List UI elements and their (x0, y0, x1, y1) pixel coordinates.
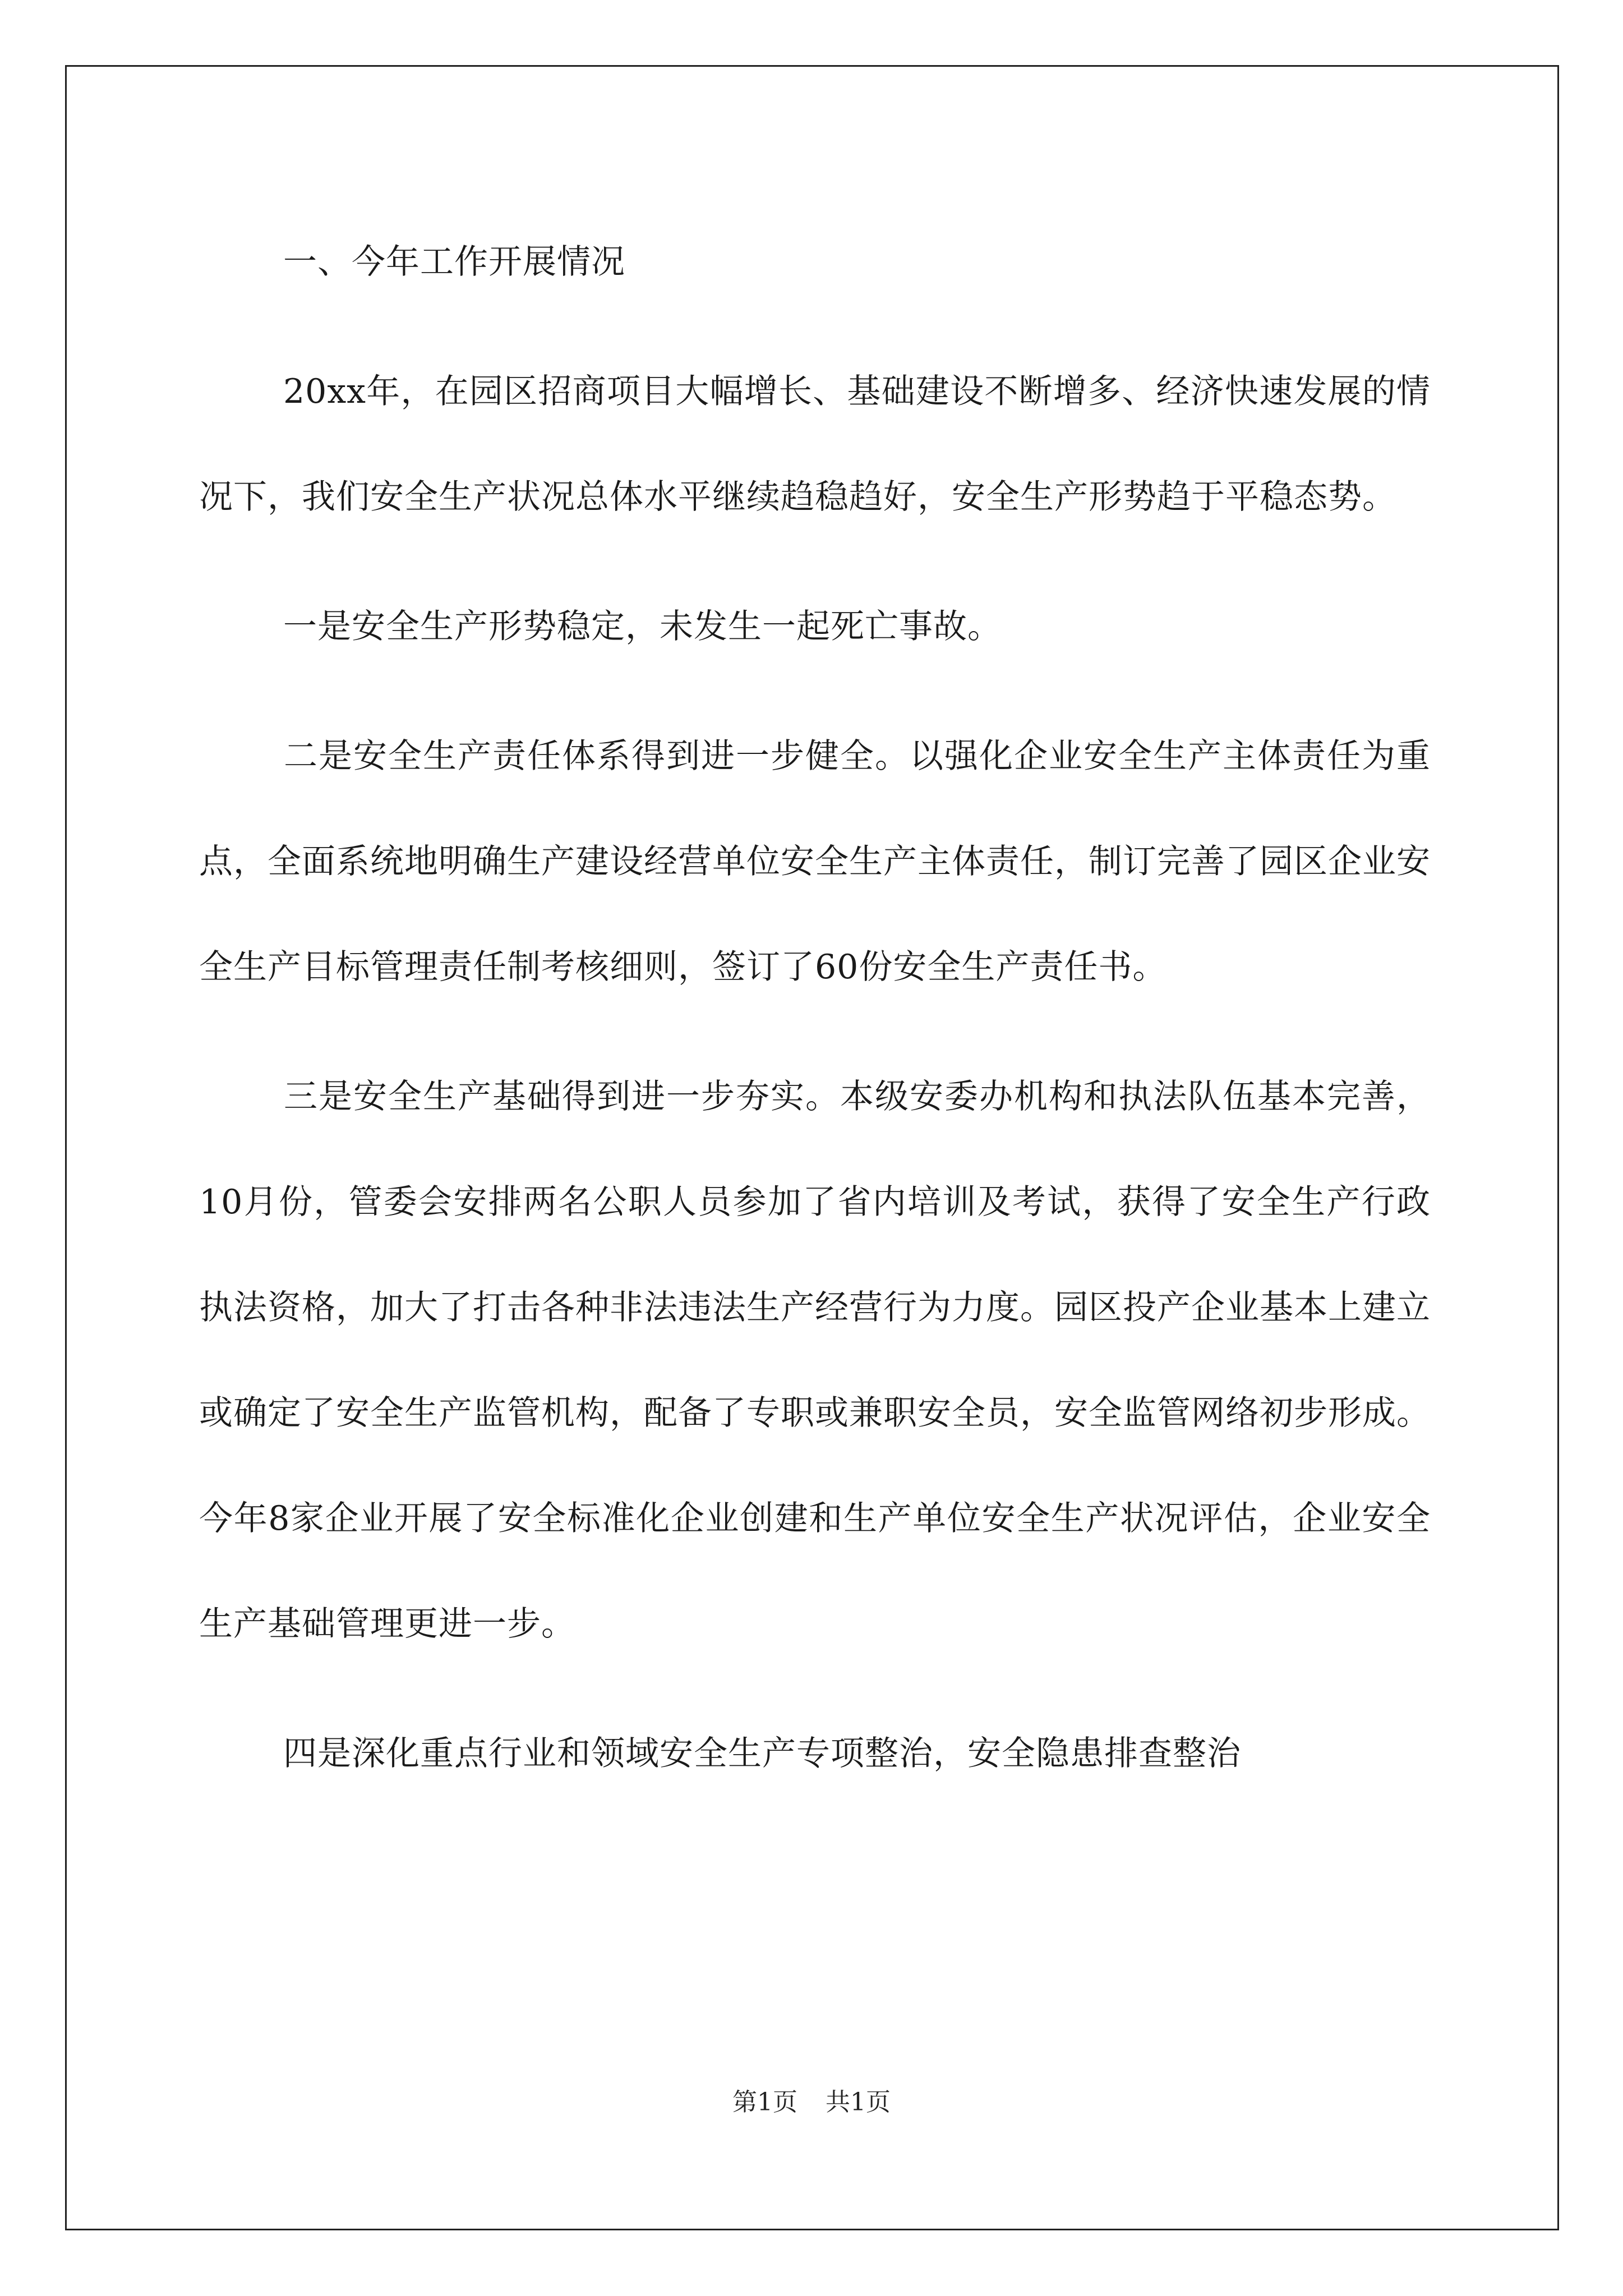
paragraph-text: 三是安全生产基础得到进一步夯实。本级安委办机构和执法队伍基本完善，10月份，管委会安排两名公职人员参加了省内培训及考试，获得了安全生产行政执法资格，加大了打击各种非法违法生产经营行为力度。园区投产企业基本上建立或确定了安全生产监管机构，配备了专职或兼职安全员，安全监管网络初步形成。今年8家企业开展了安全标准化企业创建和生产单位安全生产状况评估，企业安全生产基础管理更进一步。 (199, 1077, 1431, 1644)
section-heading (199, 209, 1431, 315)
document-body (199, 209, 1431, 1806)
paragraph-point-two (199, 703, 1431, 1020)
paragraph-point-one (199, 574, 1431, 679)
paragraph-text: 四是深化重点行业和领域安全生产专项整治，安全隐患排查整治 (283, 1734, 1241, 1773)
paragraph-point-four (199, 1701, 1431, 1806)
paragraph-point-three (199, 1044, 1431, 1677)
heading-text: 一、今年工作开展情况 (283, 242, 625, 282)
page-number: 第1页 (732, 2088, 797, 2116)
page-total: 共1页 (826, 2088, 891, 2116)
paragraph-text: 二是安全生产责任体系得到进一步健全。以强化企业安全生产主体责任为重点，全面系统地明确生产建设经营单位安全生产主体责任，制订完善了园区企业安全生产目标管理责任制考核细则，签订了60份安全生产责任书。 (199, 737, 1431, 987)
page-footer (0, 2086, 1623, 2119)
paragraph-text: 一是安全生产形势稳定，未发生一起死亡事故。 (283, 607, 1002, 646)
paragraph-text: 20xx年，在园区招商项目大幅增长、基础建设不断增多、经济快速发展的情况下，我们安全生产状况总体水平继续趋稳趋好，安全生产形势趋于平稳态势。 (199, 372, 1431, 517)
paragraph-overview (199, 339, 1431, 550)
